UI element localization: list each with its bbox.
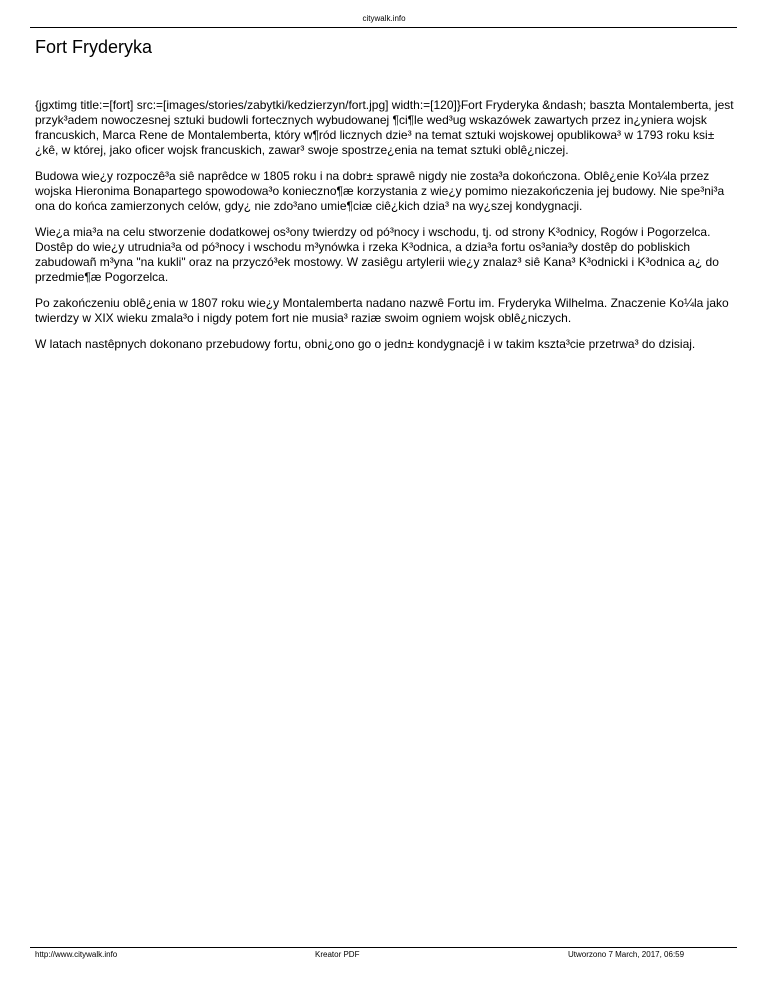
header-divider [30, 27, 737, 28]
site-header: citywalk.info [362, 14, 406, 23]
article-paragraph: Budowa wie¿y rozpoczê³a siê naprêdce w 1805 roku i na dobr± sprawê nigdy nie zosta³a dokończona. Oblê¿enie Ko¼la przez wojska Hieronima Bonapartego spowodowa³o konieczno¶æ korzystania z wie¿y pomimo niezakończenia jej budowy. Nie spe³ni³a ona do końca zamierzonych celów, gdy¿ nie zdo³ano umie¶ciæ ciê¿kich dzia³ na wy¿szej kondygnacji. [35, 169, 725, 213]
article-paragraph: Wie¿a mia³a na celu stworzenie dodatkowej os³ony twierdzy od pó³nocy i wschodu, tj. od strony K³odnicy, Rogów i Pogorzelca. Dostêp do wie¿y utrudnia³a od pó³nocy i wschodu m³ynówka i rzeka K³odnica, a dzia³a fortu os³ania³y dostêp do pobliskich zabudowañ m³yna "na kukli" oraz na przyczó³ek mostowy. W zasiêgu artylerii wie¿y znalaz³ siê Kana³ K³odnicki i K³odnica a¿ do przedmie¶æ Pogorzelca. [35, 225, 719, 284]
footer-created-date: Utworzono 7 March, 2017, 06:59 [568, 950, 685, 959]
article-paragraph: Po zakończeniu oblê¿enia w 1807 roku wie¿y Montalemberta nadano nazwê Fortu im. Fryderyka Wilhelma. Znaczenie Ko¼la jako twierdzy w XIX wieku zmala³o i nigdy potem fort nie musia³ raziæ swoim ogniem wojsk oblê¿niczych. [35, 296, 729, 325]
article-paragraph: {jgxtimg title:=[fort] src:=[images/stories/zabytki/kedzierzyn/fort.jpg] width:=[120]}Fort Fryderyka &ndash; baszta Montalemberta, jest przyk³adem nowoczesnej sztuki budowli fortecznych wybudowanej ¶ci¶le wed³ug wskazówek zawartych przez in¿ynierа wojsk francuskich, Marca Rene de Montalemberta, który w¶ród licznych dzie³ na temat sztuki wojskowej opublikowa³ w 1793 roku ksi±¿kê, w której, jako oficer wojsk francuskich, zawar³ swoje spostrze¿enia na temat sztuki oblê¿niczej. [35, 98, 734, 157]
footer-divider [30, 947, 737, 948]
page-title: Fort Fryderyka [35, 37, 153, 57]
article-paragraph: W latach nastêpnych dokonano przebudowy fortu, obni¿ono go o jedn± kondygnacjê i w takim kszta³cie przetrwa³ do dzisiaj. [35, 337, 696, 351]
footer-generator: Kreator PDF [315, 950, 360, 959]
footer-url: http://www.citywalk.info [35, 950, 118, 959]
article-body [35, 98, 736, 363]
